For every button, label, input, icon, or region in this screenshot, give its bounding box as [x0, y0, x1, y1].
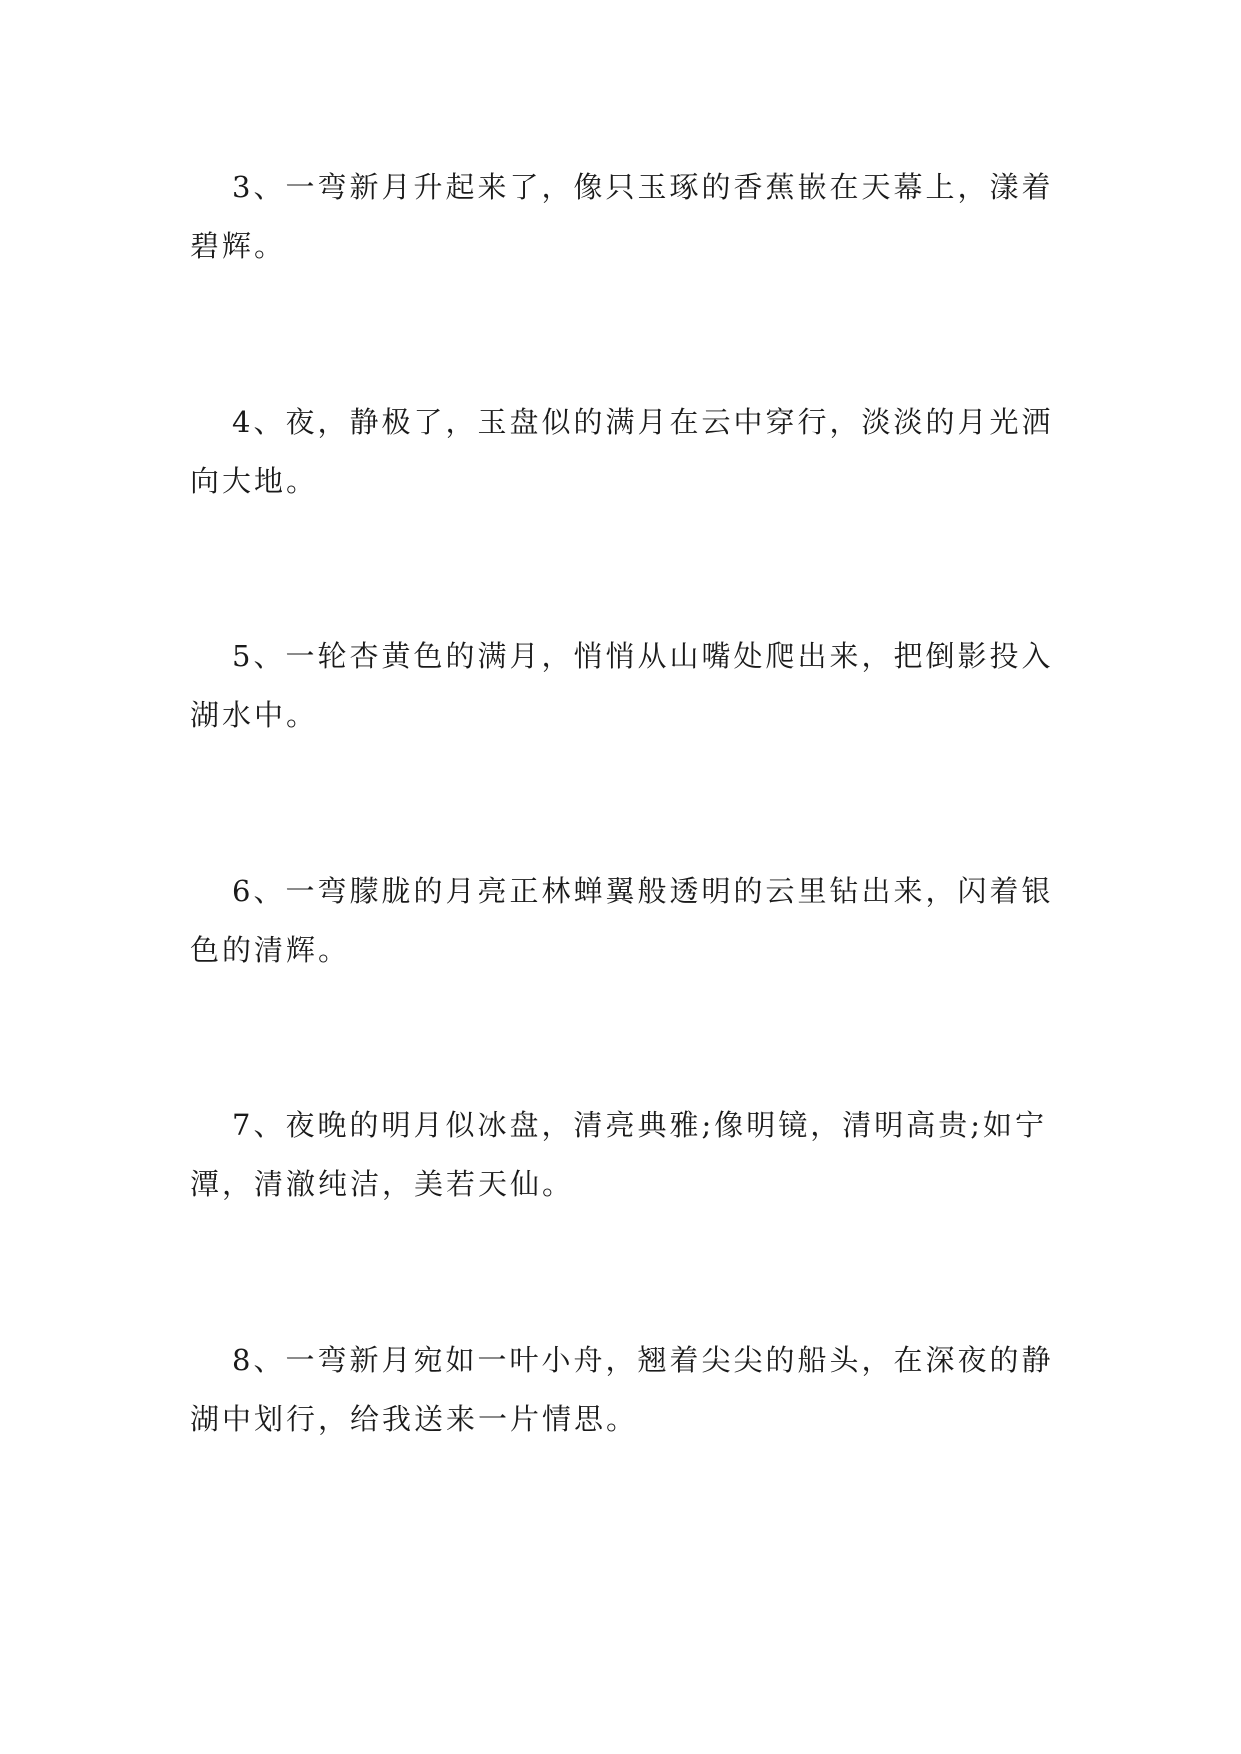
paragraph-3: 3、一弯新月升起来了，像只玉琢的香蕉嵌在天幕上，漾着碧辉。: [190, 170, 1054, 263]
paragraph-5: 5、一轮杏黄色的满月，悄悄从山嘴处爬出来，把倒影投入湖水中。: [190, 639, 1054, 732]
paragraph-4: 4、夜，静极了，玉盘似的满月在云中穿行，淡淡的月光洒向大地。: [190, 405, 1054, 498]
paragraph-6: 6、一弯朦胧的月亮正林蝉翼般透明的云里钻出来，闪着银色的清辉。: [190, 874, 1054, 967]
paragraph-7: 7、夜晚的明月似冰盘，清亮典雅;像明镜，清明高贵;如宁潭，清澈纯洁，美若天仙。: [190, 1108, 1047, 1201]
paragraph-8: 8、一弯新月宛如一叶小舟，翘着尖尖的船头，在深夜的静湖中划行，给我送来一片情思。: [190, 1343, 1054, 1436]
